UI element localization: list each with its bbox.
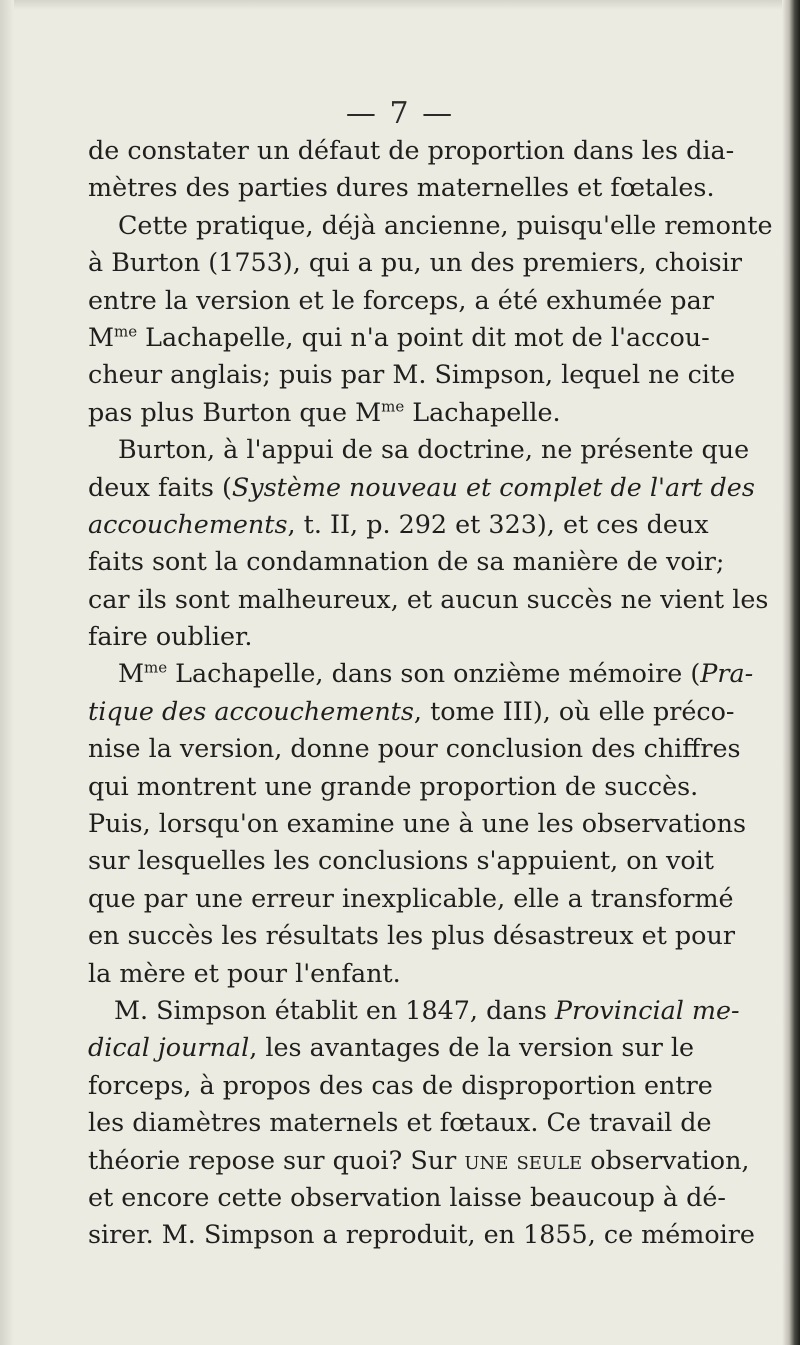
text-line: faits sont la condamnation de sa manière de voir; <box>88 546 725 577</box>
body-text <box>88 132 788 1254</box>
text-line: forceps, à propos des cas de disproportion entre <box>88 1069 713 1100</box>
paragraph-start-line: Burton, à l'appui de sa doctrine, ne présente que <box>118 434 750 465</box>
page-left-edge <box>0 0 14 1345</box>
text-line: pas plus Burton que $M^{me}$ Lachapelle. <box>88 396 561 427</box>
text-line: Puis, lorsqu'on examine une à une les observations <box>88 808 746 839</box>
text-line: qui montrent une grande proportion de succès. <box>88 770 699 801</box>
text-line: à Burton (1753), qui a pu, un des premiers, choisir <box>88 247 742 278</box>
text-line: sirer. M. Simpson a reproduit, en 1855, ce mémoire <box>88 1219 755 1250</box>
text-line: en succès les résultats les plus désastreux et pour <box>88 920 735 951</box>
text-line: faire oublier. <box>88 621 253 652</box>
text-line: tique des accouchements, tome III), où elle préco- <box>88 695 735 726</box>
paragraph-start-line: $M^{me}$ Lachapelle, dans son onzième mémoire (Pra- <box>118 658 754 689</box>
text-line: de constater un défaut de proportion dans les dia- <box>88 135 735 165</box>
text-line: $M^{me}$ Lachapelle, qui n'a point dit mot de l'accou- <box>88 321 710 352</box>
text-line: les diamètres maternels et fœtaux. Ce travail de <box>88 1107 712 1138</box>
text-line: cheur anglais; puis par M. Simpson, lequel ne cite <box>88 359 736 390</box>
text-line: dical journal, les avantages de la version sur le <box>88 1032 695 1063</box>
text-line: et encore cette observation laisse beaucoup à dé- <box>88 1181 726 1212</box>
text-line: car ils sont malheureux, et aucun succès ne vient les <box>88 583 769 614</box>
page-number: — 7 — <box>345 96 455 131</box>
text-line: la mère et pour l'enfant. <box>88 957 401 988</box>
text-line: nise la version, donne pour conclusion des chiffres <box>88 733 741 764</box>
text-line: deux faits (Système nouveau et complet de l'art des <box>88 471 755 502</box>
text-line: théorie repose sur quoi? Sur une seule observation, <box>88 1144 750 1175</box>
paragraph-start-line: Cette pratique, déjà ancienne, puisqu'elle remonte <box>118 209 773 240</box>
paragraph-start-line: M. Simpson établit en 1847, dans Provincial me- <box>114 994 740 1025</box>
text-line: entre la version et le forceps, a été exhumée par <box>88 284 714 315</box>
text-line: mètres des parties dures maternelles et fœtales. <box>88 172 715 203</box>
text-line: accouchements, t. II, p. 292 et 323), et ces deux <box>88 508 709 539</box>
text-line: que par une erreur inexplicable, elle a transformé <box>88 882 734 913</box>
page-top-edge <box>0 0 800 10</box>
text-line: sur lesquelles les conclusions s'appuient, on voit <box>88 845 714 876</box>
